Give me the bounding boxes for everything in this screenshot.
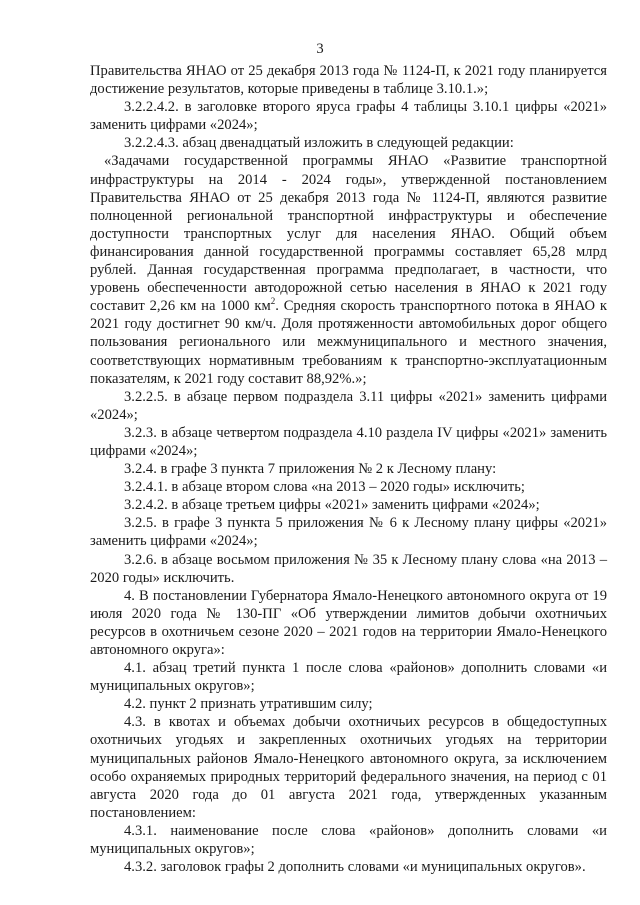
page-number: 3 [316, 41, 324, 57]
superscript-2: 2 [270, 296, 276, 307]
paragraph-quoted-tasks [90, 152, 607, 387]
paragraph-3-2-2-4-3: 3.2.2.4.3. абзац двенадцатый изложить в следующей редакции: [124, 135, 514, 152]
paragraph-3-2-5: 3.2.5. в графе 3 пункта 5 приложения № 6 к Лесному плану цифры «2021» заменить цифрами «2024»; [90, 515, 607, 550]
paragraph-3-2-2-4-2: 3.2.2.4.2. в заголовке второго яруса графы 4 таблицы 3.10.1 цифры «2021» заменить цифрами «2024»; [90, 99, 607, 134]
paragraph-3-2-3: 3.2.3. в абзаце четвертом подраздела 4.10 раздела IV цифры «2021» заменить цифрами «2024»; [90, 424, 607, 459]
paragraph-4: 4. В постановлении Губернатора Ямало-Ненецкого автономного округа от 19 июля 2020 года № 130-ПГ «Об утверждении лимитов добычи охотничьих ресурсов в охотничьем сезоне 2020 – 2021 годов на территории Ямало-Ненецкого автономного округа»: [90, 587, 607, 658]
paragraph-3-2-4: 3.2.4. в графе 3 пункта 7 приложения № 2 к Лесному плану: [124, 461, 497, 478]
paragraph-3-2-6: 3.2.6. в абзаце восьмом приложения № 35 к Лесному плану слова «на 2013 – 2020 годы» исключить. [90, 551, 607, 586]
document-body [90, 62, 607, 876]
paragraph-4-1: 4.1. абзац третий пункта 1 после слова «районов» дополнить словами «и муниципальных округов»; [90, 660, 607, 695]
paragraph-3-2-4-1: 3.2.4.1. в абзаце втором слова «на 2013 – 2020 годы» исключить; [124, 479, 525, 496]
paragraph-4-3: 4.3. в квотах и объемах добычи охотничьих ресурсов в общедоступных охотничьих угодьях и закрепленных охотничьих угодьях на территории муниципальных районов Ямало-Ненецкого автономного округа, за исключением особо охраняемых природных территорий федерального значения, на период с 01 августа 2020 года до 01 августа 2021 года, утвержденных указанным постановлением: [90, 714, 607, 821]
paragraph-4-3-1: 4.3.1. наименование после слова «районов» дополнить словами «и муниципальных округов»; [90, 822, 607, 858]
paragraph-4-2: 4.2. пункт 2 признать утратившим силу; [124, 696, 373, 713]
quoted-tasks-part-2: . Средняя скорость транспортного потока в ЯНАО к 2021 году достигнет 90 км/ч. Доля протяженности автомобильных дорог общего пользования регионального или межмуниципального и местного значения, соответствующих нормативным требованиям к транспортно-эксплуатационным показателям, к 2021 году составит 88,92%.»; [90, 298, 607, 387]
paragraph-4-3-2: 4.3.2. заголовок графы 2 дополнить словами «и муниципальных округов». [124, 859, 586, 876]
quoted-tasks-part-1: «Задачами государственной программы ЯНАО «Развитие транспортной инфраструктуры на 2014 - 2024 годы», утвержденной постановлением Правительства ЯНАО от 25 декабря 2013 года № 1124-П, являются развитие полноценной региональной транспортной инфраструктуры и обеспечение доступности транспортных услуг для населения ЯНАО. Общий объем финансирования данной государственной программы составляет 65,28 млрд рублей. Данная государственная программа предполагает, в частности, что уровень обеспеченности автодорожной сетью населения в ЯНАО к 2021 году составит 2,26 км на 1000 км [90, 153, 607, 315]
paragraph-continuation: Правительства ЯНАО от 25 декабря 2013 года № 1124-П, к 2021 году планируется достижение результатов, которые приведены в таблице 3.10.1.»; [90, 63, 607, 98]
paragraph-3-2-4-2: 3.2.4.2. в абзаце третьем цифры «2021» заменить цифрами «2024»; [124, 497, 540, 514]
paragraph-3-2-2-5: 3.2.2.5. в абзаце первом подраздела 3.11 цифры «2021» заменить цифрами «2024»; [90, 388, 607, 423]
